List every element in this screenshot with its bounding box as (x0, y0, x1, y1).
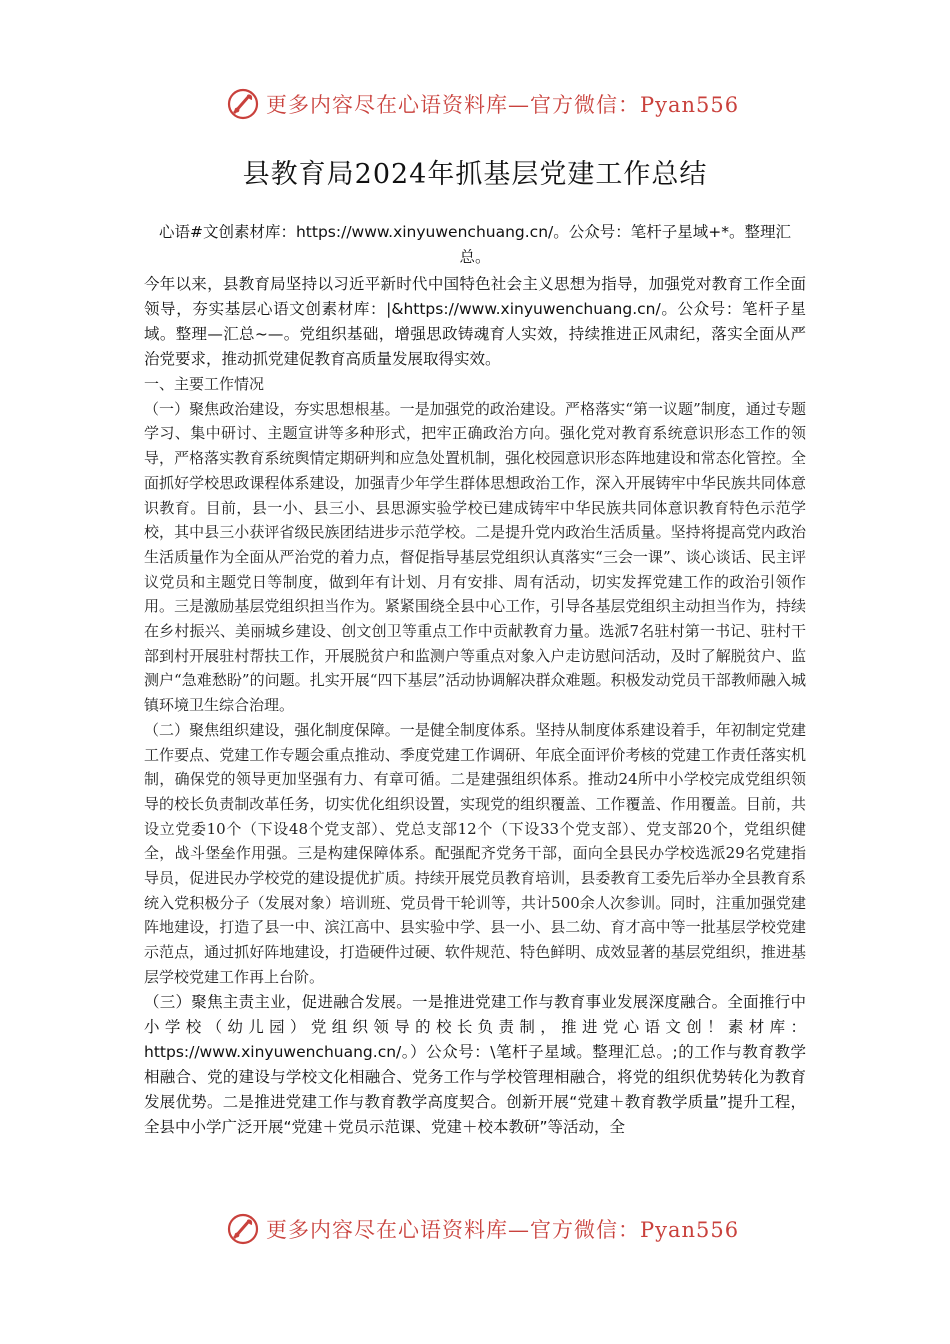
brush-logo-icon (226, 1212, 260, 1246)
brush-logo-icon (226, 87, 260, 121)
document-body (144, 220, 806, 1140)
paragraph-political: （一）聚焦政治建设，夯实思想根基。一是加强党的政治建设。严格落实“第一议题”制度，通过专题学习、集中研讨、主题宣讲等多种形式，把牢正确政治方向。强化党对教育系统意识形态工作的领导，严格落实教育系统舆情定期研判和应急处置机制，强化校园意识形态阵地建设和常态化管控。全面抓好学校思政课程体系建设，加强青少年学生群体思想政治工作，深入开展铸牢中华民族共同体意识教育。目前，县一小、县三小、县思源实验学校已建成铸牢中华民族共同体意识教育特色示范学校，其中县三小获评省级民族团结进步示范学校。二是提升党内政治生活质量。坚持将提高党内政治生活质量作为全面从严治党的着力点，督促指导基层党组织认真落实“三会一课”、谈心谈话、民主评议党员和主题党日等制度，做到年有计划、月有安排、周有活动，切实发挥党建工作的政治引领作用。三是激励基层党组织担当作为。紧紧围绕全县中心工作，引导各基层党组织主动担当作为，持续在乡村振兴、美丽城乡建设、创文创卫等重点工作中贡献教育力量。选派7名驻村第一书记、驻村干部到村开展驻村帮扶工作，开展脱贫户和监测户等重点对象入户走访慰问活动，及时了解脱贫户、监测户“急难愁盼”的问题。扎实开展“四下基层”活动协调解决群众难题。积极发动党员干部教师融入城镇环境卫生综合治理。 (144, 399, 806, 715)
header-banner-text: 更多内容尽在心语资料库—官方微信：Pyan556 (266, 93, 740, 117)
document-title: 县教育局2024年抓基层党建工作总结 (242, 159, 708, 190)
source-note: 心语#文创素材库：https://www.xinyuwenchuang.cn/。公众号：笔杆子星域+*。整理汇总。 (159, 223, 791, 266)
footer-banner (226, 1211, 746, 1247)
paragraph-organization: （二）聚焦组织建设，强化制度保障。一是健全制度体系。坚持从制度体系建设着手，年初制定党建工作要点、党建工作专题会重点推动、季度党建工作调研、年底全面评价考核的党建工作责任落实机制，确保党的领导更加坚强有力、有章可循。二是建强组织体系。推动24所中小学校完成党组织领导的校长负责制改革任务，切实优化组织设置，实现党的组织覆盖、工作覆盖、作用覆盖。目前，共设立党委10个（下设48个党支部）、党总支部12个（下设33个党支部）、党支部20个，党组织健全，战斗堡垒作用强。三是构建保障体系。配强配齐党务干部，面向全县民办学校选派29名党建指导员，促进民办学校党的建设提优扩质。持续开展党员教育培训，县委教育工委先后举办全县教育系统入党积极分子（发展对象）培训班、党员骨干轮训等，共计500余人次参训。同时，注重加强党建阵地建设，打造了县一中、滨江高中、县实验中学、县一小、县二幼、育才高中等一批基层学校党建示范点，通过抓好阵地建设，打造硬件过硬、软件规范、特色鲜明、成效显著的基层党组织，推进基层学校党建工作再上台阶。 (144, 720, 806, 986)
paragraph-integration: （三）聚焦主责主业，促进融合发展。一是推进党建工作与教育事业发展深度融合。全面推行中小学校（幼儿园）党组织领导的校长负责制，推进党心语文创！素材库：https://www.xinyuwenchuang.cn/。）公众号：\笔杆子星域。整理汇总。;的工作与教育教学相融合、党的建设与学校文化相融合、党务工作与学校管理相融合，将党的组织优势转化为教育发展优势。二是推进党建工作与教育教学高度契合。创新开展“党建＋教育教学质量”提升工程，全县中小学广泛开展“党建＋党员示范课、党建＋校本教研”等活动，全 (144, 992, 806, 1136)
footer-banner-text: 更多内容尽在心语资料库—官方微信：Pyan556 (266, 1218, 740, 1242)
header-banner (226, 86, 746, 122)
intro-paragraph: 今年以来，县教育局坚持以习近平新时代中国特色社会主义思想为指导，加强党对教育工作全面领导，夯实基层心语文创素材库：|&https://www.xinyuwenchuang.cn/。公众号：笔杆子星域。整理—汇总~—。党组织基础，增强思政铸魂育人实效，持续推进正风肃纪，落实全面从严治党要求，推动抓党建促教育高质量发展取得实效。 (144, 275, 806, 368)
section-heading: 一、主要工作情况 (144, 375, 265, 393)
